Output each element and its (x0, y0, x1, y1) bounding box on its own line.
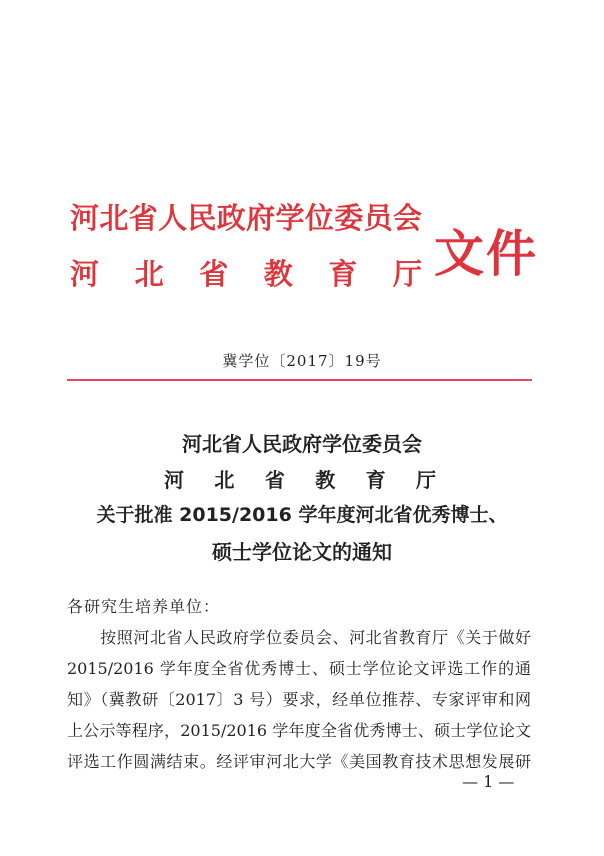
body-line: 知》（冀教研〔2017〕3 号）要求，经单位推荐、专家评审和网 (67, 690, 531, 709)
title-line-3: 关于批准 2015/2016 学年度河北省优秀博士、 (96, 504, 508, 526)
char: 省 (199, 257, 241, 291)
char: 北 (214, 468, 247, 492)
char: 教 (263, 257, 306, 291)
char: 教 (315, 468, 347, 492)
title-line-1: 河北省人民政府学位委员会 (182, 432, 422, 456)
title-line-2 (164, 464, 436, 493)
title-line-4: 硕士学位论文的通知 (212, 540, 392, 564)
body-line: 评选工作圆满结束。经评审河北大学《美国教育技术思想发展研 (67, 752, 531, 771)
char: 河 (70, 257, 112, 291)
body-line: 上公示等程序，2015/2016 学年度全省优秀博士、硕士学位论文 (67, 721, 531, 740)
body-line: 按照河北省人民政府学位委员会、河北省教育厅《关于做好 (67, 628, 531, 647)
document-number: 冀学位〔2017〕19号 (222, 352, 382, 370)
char: 北 (134, 257, 177, 291)
char: 河 (164, 468, 196, 492)
char: 育 (365, 468, 398, 492)
issuer-line-2 (70, 252, 422, 293)
char: 育 (328, 257, 371, 291)
salutation: 各研究生培养单位： (67, 597, 221, 616)
document-type: 文件 (434, 225, 538, 283)
char: 厅 (416, 468, 437, 492)
body-line: 2015/2016 学年度全省优秀博士、硕士学位论文评选工作的通 (67, 659, 531, 678)
char: 省 (264, 468, 297, 492)
red-divider (67, 379, 532, 381)
issuer-line-1: 河北省人民政府学位委员会 (70, 201, 422, 235)
char: 厅 (392, 257, 422, 291)
page-number: — 1 — (462, 772, 515, 791)
